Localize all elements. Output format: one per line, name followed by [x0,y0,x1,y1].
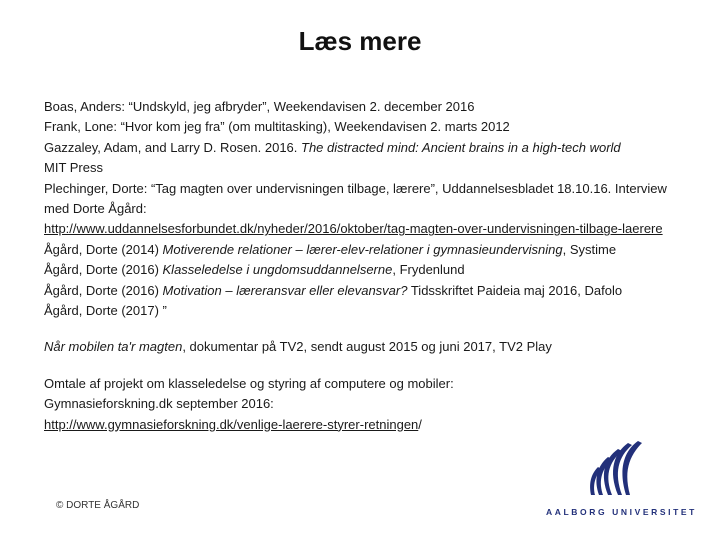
aalborg-university-logo [546,441,697,517]
reference-tv2-title: Når mobilen ta'r magten [44,339,183,355]
reference-agard-2016a-publisher: , Frydenlund [392,262,465,278]
reference-agard-2014-publisher: , Systime [562,241,617,257]
reference-agard-2016a-author: Ågård, Dorte (2016) [44,262,163,278]
reference-agard-2016a-title: Klasseledelse i ungdomsuddannelserne [162,262,393,278]
reference-agard-2016b-title: Motivation – læreransvar eller elevansvar? [162,282,408,298]
reference-gazzaley-title: The distracted mind: Ancient brains in a high-tech world [301,139,621,155]
reference-agard-2014-title: Motiverende relationer – lærer-elev-relationer i gymnasieundervisning [162,241,563,257]
omtale-line-1: Omtale af projekt om klasseledelse og styring af computere og mobiler: [44,375,454,391]
reference-agard-2014 [44,240,674,260]
spacer [44,321,674,337]
reference-gazzaley-publisher: MIT Press [44,160,103,176]
reference-list [44,97,674,435]
reference-gazzaley [44,138,674,158]
reference-boas: Boas, Anders: “Undskyld, jeg afbryder”, Weekendavisen 2. december 2016 [44,99,475,114]
aau-logo-text: AALBORG UNIVERSITET [546,507,697,517]
reference-plechinger: Plechinger, Dorte: “Tag magten over undervisningen tilbage, lærere”, Uddannelsesbladet 18.10.16. Interview med Dorte Ågård: [44,180,667,217]
gymnasieforskning-link[interactable]: http://www.gymnasieforskning.dk/venlige-laerere-styrer-retningen [44,416,419,432]
reference-tv2-details: , dokumentar på TV2, sendt august 2015 og juni 2017, TV2 Play [182,339,552,355]
omtale-line-2: Gymnasieforskning.dk september 2016: [44,396,274,412]
page-title: Læs mere [298,26,422,56]
reference-frank: Frank, Lone: “Hvor kom jeg fra” (om multitasking), Weekendavisen 2. marts 2012 [44,119,510,135]
reference-gazzaley-authors: Gazzaley, Adam, and Larry D. Rosen. 2016. [44,139,302,155]
reference-agard-2017: Ågård, Dorte (2017) ” [44,303,167,319]
plechinger-link[interactable]: http://www.uddannelsesforbundet.dk/nyheder/2016/oktober/tag-magten-over-undervisningen-tilbage-laerere [44,221,663,237]
reference-agard-2016b-publisher: Tidsskriftet Paideia maj 2016, Dafolo [407,282,623,298]
reference-plechinger-link-line [44,219,674,239]
reference-agard-2016b-author: Ågård, Dorte (2016) [44,282,163,298]
reference-agard-2016-klasseledelse [44,260,674,280]
omtale-link-line [44,415,674,435]
reference-tv2 [44,337,674,357]
reference-agard-2016-motivation [44,281,674,301]
aau-wave-icon [588,441,644,503]
copyright-notice: © DORTE ÅGÅRD [56,500,140,511]
reference-agard-2014-author: Ågård, Dorte (2014) [44,241,163,257]
omtale-link-suffix: / [418,416,422,432]
spacer [44,358,674,374]
